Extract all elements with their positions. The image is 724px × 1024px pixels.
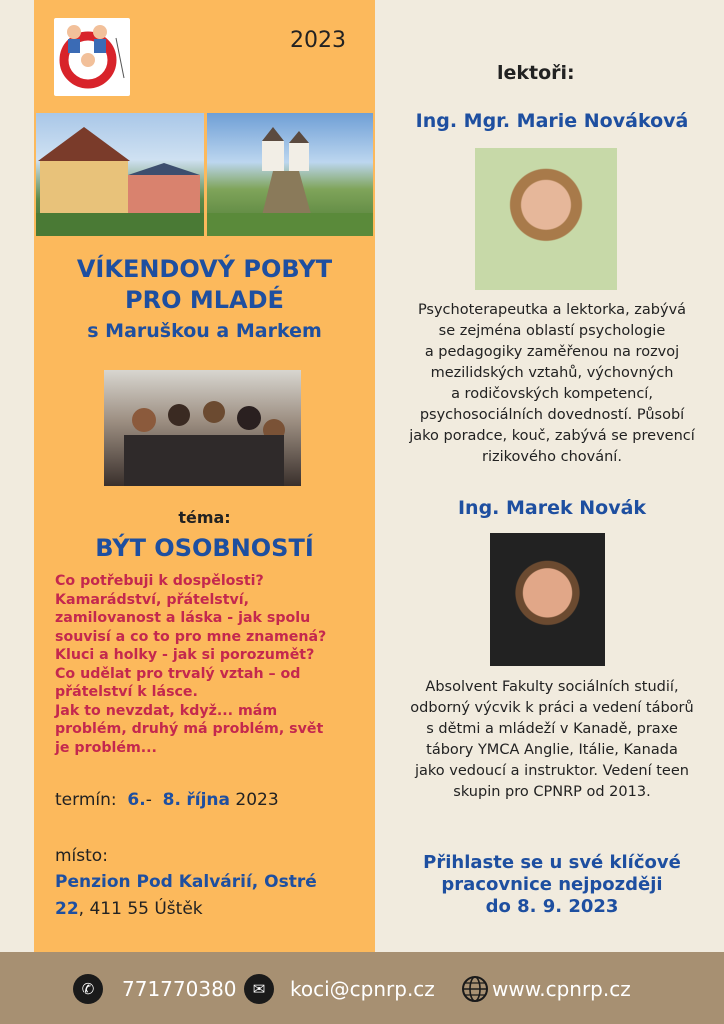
term-date-to: 8. <box>162 790 181 810</box>
bio-line: jako vedoucí a instruktor. Vedení teen <box>415 763 689 779</box>
topic-label: téma: <box>178 508 231 527</box>
bio-line: se zejména oblastí psychologie <box>438 323 666 339</box>
lector-name-marek: Ing. Marek Novák <box>457 497 647 519</box>
website-link[interactable]: www.cpnrp.cz <box>492 977 631 1001</box>
topic-line: Kamarádství, přátelství, <box>55 591 250 608</box>
church-photo <box>207 113 373 236</box>
email-address[interactable]: koci@cpnrp.cz <box>290 977 435 1001</box>
topic-line: je problém... <box>55 739 157 756</box>
lector-name-marie: Ing. Mgr. Marie Nováková <box>415 110 689 132</box>
term-date-from: 6. <box>127 790 146 810</box>
bio-line: odborný výcvik k práci a vedení táborů <box>410 700 694 716</box>
topic-line: problém, druhý má problém, svět <box>55 721 324 737</box>
email-icon: ✉ <box>244 974 274 1004</box>
bio-line: rizikového chování. <box>482 449 622 465</box>
bio-line: tábory YMCA Anglie, Itálie, Kanada <box>426 742 678 758</box>
place-rest: , 411 55 Úštěk <box>78 899 203 919</box>
event-title-line1: VÍKENDOVÝ POBYT <box>76 255 333 283</box>
deadline-line: do 8. 9. 2023 <box>485 896 619 917</box>
lector-bio-marek <box>380 677 724 803</box>
place-label: místo: <box>55 846 108 866</box>
term-dash: - <box>145 790 152 810</box>
bio-line: Absolvent Fakulty sociálních studií, <box>425 679 679 695</box>
house-photo <box>36 113 204 236</box>
bio-line: a rodičovských kompetencí, <box>451 386 653 402</box>
bio-line: psychosociálních dovedností. Působí <box>419 407 685 423</box>
year: 2023 <box>290 28 346 53</box>
phone-icon: ✆ <box>73 974 103 1004</box>
lector-bio-marie <box>380 300 724 468</box>
topic-questions <box>55 572 365 757</box>
deadline-line: Přihlaste se u své klíčové <box>423 852 681 873</box>
lectors-label: lektoři: <box>497 62 575 84</box>
phone-number[interactable]: 771770380 <box>122 977 237 1001</box>
topic-line: Co udělat pro trvalý vztah – od <box>55 665 301 682</box>
event-title-line2: PRO MLADÉ <box>125 286 284 314</box>
bio-line: Psychoterapeutka a lektorka, zabývá <box>417 302 687 318</box>
bio-line: mezilidských vztahů, výchovných <box>430 365 674 381</box>
place-address <box>55 899 203 919</box>
topic-line: Co potřebuji k dospělosti? <box>55 573 264 589</box>
topic-line: souvisí a co to pro mne znamená? <box>55 628 327 645</box>
bio-line: s dětmi a mládeží v Kanadě, praxe <box>426 721 678 737</box>
topic-line: zamilovanost a láska - jak spolu <box>55 610 311 626</box>
term-year: 2023 <box>235 790 279 810</box>
registration-deadline <box>380 852 724 918</box>
topic-line: Kluci a holky - jak si porozumět? <box>55 647 315 663</box>
globe-icon <box>460 974 490 1004</box>
bio-line: jako poradce, kouč, zabývá se prevencí <box>409 428 695 444</box>
topic-line: přátelství k lásce. <box>55 684 198 700</box>
place-number: 22 <box>55 899 79 919</box>
bio-line: a pedagogiky zaměřenou na rozvoj <box>424 344 680 360</box>
group-photo <box>104 370 301 486</box>
event-subtitle: s Maruškou a Markem <box>87 320 322 342</box>
place-name: Penzion Pod Kalvárií, Ostré <box>55 872 317 892</box>
term-month: října <box>186 790 230 810</box>
bio-line: skupin pro CPNRP od 2013. <box>453 784 651 800</box>
lector-portrait-marie <box>475 148 617 290</box>
lector-portrait-marek <box>490 533 605 666</box>
topic-line: Jak to nevzdat, když... mám <box>55 702 278 719</box>
topic-title: BÝT OSOBNOSTÍ <box>95 534 314 562</box>
organization-logo <box>54 18 130 96</box>
event-term <box>55 790 279 810</box>
deadline-line: pracovnice nejpozději <box>441 874 663 895</box>
term-label: termín: <box>55 790 117 810</box>
